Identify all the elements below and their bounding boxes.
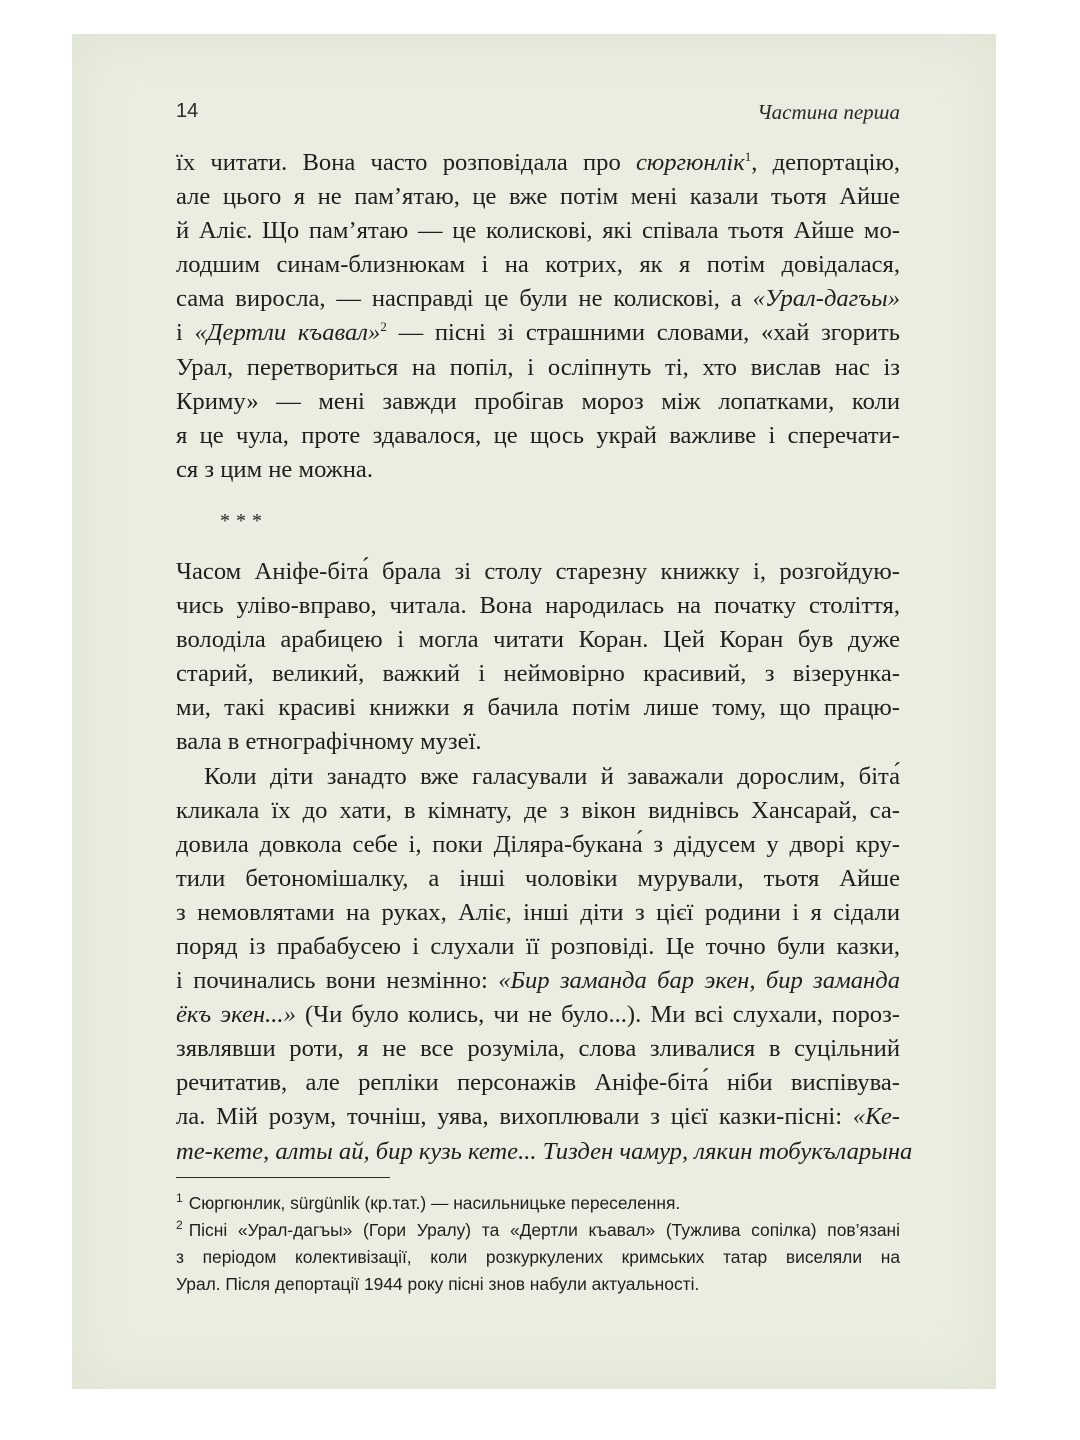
text-line: чись уліво-вправо, читала. Вона народилась на початку століття, <box>176 592 900 620</box>
text-line: сама виросла, — насправді це були не колискові, а «Урал-дагъы» <box>176 285 900 313</box>
text-line: їх читати. Вона часто розповідала про сюргюнлік$^1$, депортацію, <box>176 148 900 176</box>
running-head: Частина перша <box>757 100 900 124</box>
text-line: ёкъ экен...» (Чи було колись, чи не було...). Ми всі слухали, пороз- <box>176 1001 900 1029</box>
text-line: й Аліє. Що пам’ятаю — це колискові, які співала тьотя Айше мо- <box>176 217 900 245</box>
text-line: лодшим синам-близнюкам і на котрих, як я потім довідалася, <box>176 251 900 279</box>
text-line: ся з цим не можна. <box>176 455 373 483</box>
footnote-divider <box>176 1177 390 1178</box>
text-line: Урал, перетвориться на попіл, і осліпнуть ті, хто вислав нас із <box>176 353 900 381</box>
text-line: Коли діти занадто вже галасували й заважали дорослим, біта́ <box>204 762 900 790</box>
text-line: Криму» — мені завжди пробігав мороз між лопатками, коли <box>176 387 900 415</box>
paragraph-2 <box>176 555 900 760</box>
text-line: вала в етнографічному музеї. <box>176 728 482 756</box>
text-line: і починались вони незмінно: «Бир заманда бар экен, бир заманда <box>176 967 901 995</box>
text-line: поряд із прабабусею і слухали її розповіді. Це точно були казки, <box>176 932 900 960</box>
text-line: і «Дертли къавал»$^2$ — пісні зі страшними словами, «хай згорить <box>176 319 901 347</box>
page-header <box>176 98 900 128</box>
text-line: але цього я не пам’ятаю, це вже потім мені казали тьотя Айше <box>176 183 900 211</box>
footnote-2: $^2$ Пісні «Урал-дагъы» (Гори Уралу) та «Дертли къавал» (Тужлива сопілка) пов’язані <box>176 1218 900 1240</box>
footnote-2-line-2: з періодом колективізації, коли розкуркулених кримських татар виселяли на <box>176 1247 900 1267</box>
footnote-2-line-3: Урал. Після депортації 1944 року пісні знов набули актуальності. <box>176 1274 700 1294</box>
text-line: довила довкола себе і, поки Діляра-букана́ з дідусем у дворі кру- <box>176 830 900 858</box>
section-separator: *** <box>220 509 268 532</box>
text-line: речитатив, але репліки персонажів Аніфе-біта́ ніби виспівува- <box>176 1069 900 1097</box>
paragraph-3 <box>176 760 913 1169</box>
text-line: те-кете, алты ай, бир кузь кете... Тизден чамур, лякин тобукъларына <box>176 1137 913 1165</box>
paragraph-1 <box>176 146 900 487</box>
text-line: володіла арабицею і могла читати Коран. Цей Коран був дуже <box>176 626 900 654</box>
footnote-ref-2: 2 <box>380 319 387 335</box>
text-line: Часом Аніфе-біта́ брала зі столу старезну книжку і, розгойдую- <box>176 557 900 585</box>
book-page <box>72 34 996 1389</box>
footnote-1: $^1$ Сюргюнлик, sürgünlik (кр.тат.) — насильницьке переселення. <box>176 1191 681 1213</box>
text-line: тили бетономішалку, а інші чоловіки мурували, тьотя Айше <box>176 864 900 892</box>
text-line: ми, такі красиві книжки я бачила потім лише тому, що працю- <box>176 694 900 722</box>
body-text <box>176 146 913 1169</box>
footnote-ref-1: 1 <box>744 148 752 164</box>
text-line: ла. Мій розум, точніш, уява, вихоплювали з цієї казки-пісні: «Ке- <box>176 1103 900 1131</box>
text-line: кликала їх до хати, в кімнату, де з вікон виднівсь Хансарай, са- <box>176 796 900 824</box>
text-line: я це чула, проте здавалося, це щось украй важливе і сперечати- <box>176 421 900 449</box>
text-line: старий, великий, важкий і неймовірно красивий, з візерунка- <box>176 660 900 688</box>
text-line: з немовлятами на руках, Аліє, інші діти з цієї родини і я сідали <box>176 898 900 926</box>
text-line: зявлявши роти, я не все розуміла, слова зливалися в суцільний <box>176 1035 900 1063</box>
footnotes <box>176 1190 900 1298</box>
page-number: 14 <box>176 100 199 122</box>
